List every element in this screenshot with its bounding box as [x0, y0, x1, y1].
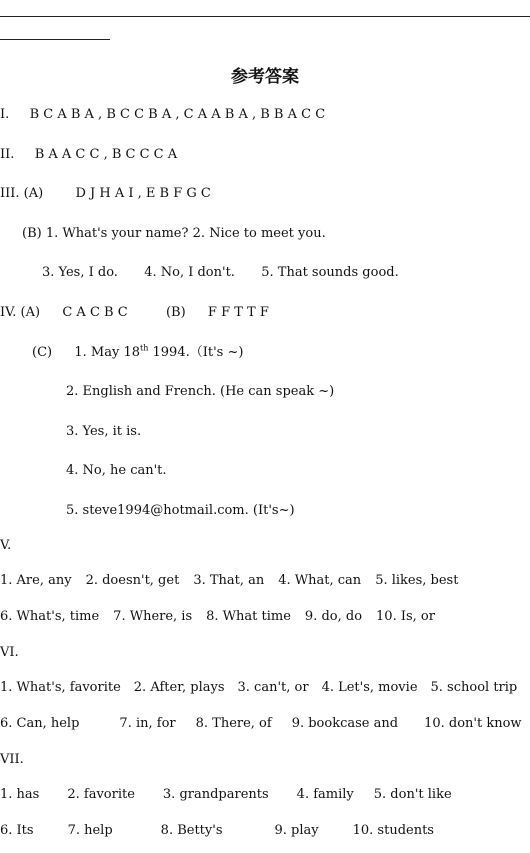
section-7-item: 10. students — [352, 823, 434, 838]
section-6-row1 — [0, 679, 517, 697]
section-3b-item5: 5. That sounds good. — [261, 265, 399, 280]
section-6-item: 1. What's, favorite — [0, 680, 121, 695]
section-2 — [0, 146, 177, 164]
section-6-item: 9. bookcase and — [291, 716, 399, 731]
section-4c-item1-sup: th — [140, 343, 149, 353]
section-1-label: I. — [0, 107, 10, 122]
section-7-row2 — [0, 822, 434, 840]
section-6-item: 2. After, plays — [133, 680, 225, 695]
section-7-item: 6. Its — [0, 823, 34, 838]
section-5-item: 9. do, do — [304, 609, 363, 624]
section-5-row2 — [0, 608, 435, 626]
section-5-item: 6. What's, time — [0, 609, 100, 624]
section-5-row1 — [0, 572, 458, 590]
section-6-item: 5. school trip — [430, 680, 518, 695]
section-7-row1 — [0, 786, 452, 804]
section-6-item: 4. Let's, movie — [321, 680, 418, 695]
section-5-item: 5. likes, best — [375, 573, 459, 588]
section-7-item: 1. has — [0, 787, 40, 802]
section-3b-item3: 3. Yes, I do. — [42, 265, 118, 280]
section-3b — [22, 225, 326, 243]
section-7-label: VII. — [0, 752, 24, 767]
section-4c-item3: 3. Yes, it is. — [66, 424, 142, 439]
section-4c-label: (C) — [32, 345, 53, 360]
top-rule — [0, 16, 530, 17]
section-3a-answers: D J H A I , E B F G C — [75, 186, 211, 201]
section-4b-label: (B) — [165, 305, 186, 320]
page-title: 参考答案 — [231, 67, 299, 87]
section-4c-item2: 2. English and French. (He can speak ~) — [66, 384, 335, 399]
section-5-label: V. — [0, 538, 12, 553]
section-4c — [32, 344, 243, 362]
section-7-item: 2. favorite — [67, 787, 135, 802]
section-4a-answers: C A C B C — [62, 305, 128, 320]
section-7-item: 8. Betty's — [160, 823, 223, 838]
section-3-label: III. (A) — [0, 186, 44, 201]
short-rule — [0, 39, 110, 40]
section-6-item: 7. in, for — [119, 716, 176, 731]
section-4-label: IV. (A) — [0, 305, 41, 320]
section-6-item: 8. There, of — [195, 716, 272, 731]
section-7-item: 9. play — [274, 823, 319, 838]
section-5-item: 1. Are, any — [0, 573, 72, 588]
section-4c-item1-pre: 1. May 18 — [74, 345, 140, 360]
section-3a — [0, 185, 211, 203]
section-4ab — [0, 304, 269, 322]
section-2-label: II. — [0, 147, 15, 162]
section-6-item: 10. don't know — [424, 716, 522, 731]
section-4c-item1-post: 1994.（It's ~) — [148, 345, 244, 360]
section-4c-item5: 5. steve1994@hotmail.com. (It's~) — [66, 503, 295, 518]
section-4c-item4: 4. No, he can't. — [66, 463, 167, 478]
section-7-item: 5. don't like — [373, 787, 452, 802]
section-5-item: 4. What, can — [278, 573, 362, 588]
section-5-item: 10. Is, or — [376, 609, 435, 624]
section-7-item: 4. family — [296, 787, 354, 802]
section-3b-label: (B) — [22, 226, 42, 241]
section-5-item: 8. What time — [206, 609, 291, 624]
section-6-row2 — [0, 715, 522, 733]
section-5-item: 3. That, an — [193, 573, 265, 588]
section-4b-answers: F F T T F — [207, 305, 269, 320]
section-1-answers: B C A B A , B C C B A , C A A B A , B B A C C — [29, 107, 326, 122]
section-6-item: 6. Can, help — [0, 716, 80, 731]
section-6-label: VI. — [0, 645, 19, 660]
section-5-item: 2. doesn't, get — [85, 573, 180, 588]
section-3b-line1: 1. What's your name? 2. Nice to meet you. — [45, 226, 326, 241]
section-7-item: 3. grandparents — [162, 787, 269, 802]
section-3b-line2 — [42, 264, 399, 282]
section-6-item: 3. can't, or — [237, 680, 309, 695]
section-1 — [0, 106, 325, 124]
section-3b-item4: 4. No, I don't. — [144, 265, 235, 280]
section-2-answers: B A A C C , B C C C A — [34, 147, 178, 162]
section-5-item: 7. Where, is — [113, 609, 193, 624]
section-7-item: 7. help — [67, 823, 113, 838]
